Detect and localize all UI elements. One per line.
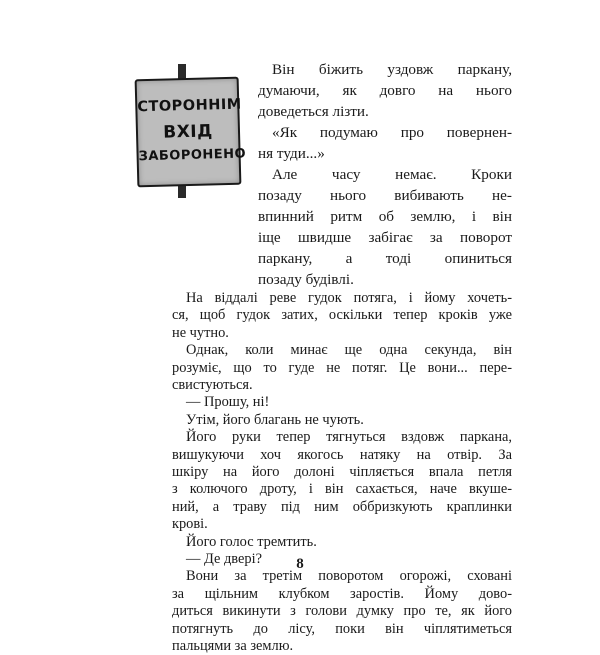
text-line: На віддалі реве гудок потяга, і йому хочеть- [186,290,512,306]
text-line: розуміє, що то гуде не потяг. Це вони... пере- [172,359,512,376]
text-line: впинний ритм об землю, і він [258,208,512,225]
text-line: з колючого дроту, і він сахається, наче вкуше- [172,481,512,498]
text-line: думаючи, як довго на нього [258,82,512,99]
text-line: паркану, а тоді опиниться [258,250,512,267]
text-line: не чутно. [172,324,229,341]
text-line: Вони за третім поворотом огорожі, сховані [186,568,512,585]
text-line: «Як подумаю про повернен- [272,124,512,141]
text-line: свистуються. [172,377,253,393]
text-line: Його голос тремтить. [186,533,317,550]
text-line: шкіру на його долоні чіпляється впала петля [172,464,512,480]
page-number: 8 [296,556,304,572]
text-line: за щільним клубком заростів. Йому дово- [172,585,512,602]
text-line: позаду будівлі. [258,271,354,288]
text-line: Але часу немає. Кроки [272,166,512,183]
text-line: вишукуючи хоч якогось натяку на отвір. За [172,446,512,463]
sign-board [135,77,247,188]
sign-text-line-2: ВХІД [162,121,214,143]
text-line: ся, щоб гудок затих, оскільки тепер кроків уже [172,307,512,324]
text-line: доведеться лізти. [258,103,369,120]
text-line: Утім, його благань не чують. [186,411,364,428]
text-line: ний, а траву під ним оббризкують краплинки [172,498,512,515]
sign-text-line-3: ЗАБОРОНЕНО [138,146,247,165]
text-line: Однак, коли минає ще одна секунда, він [186,342,512,359]
text-line: — Де двері? [186,551,262,567]
text-line: Він біжить уздовж паркану, [272,61,512,78]
text-line: потягнуть до лісу, поки він чіплятиметься [172,620,512,637]
text-line: позаду нього вибивають не- [258,187,512,204]
text-line: крові. [172,516,208,533]
text-line: ня туди...» [258,145,325,162]
sign-text-line-1: СТОРОННІМ [137,96,242,116]
text-line: — Прошу, ні! [186,394,270,411]
text-line: іще швидше забігає за поворот [258,229,512,246]
text-line: Його руки тепер тягнуться вздовж паркана, [186,429,512,446]
text-line: пальцями за землю. [172,638,294,654]
text-line: диться викинути з голови думку про те, як його [172,603,512,620]
